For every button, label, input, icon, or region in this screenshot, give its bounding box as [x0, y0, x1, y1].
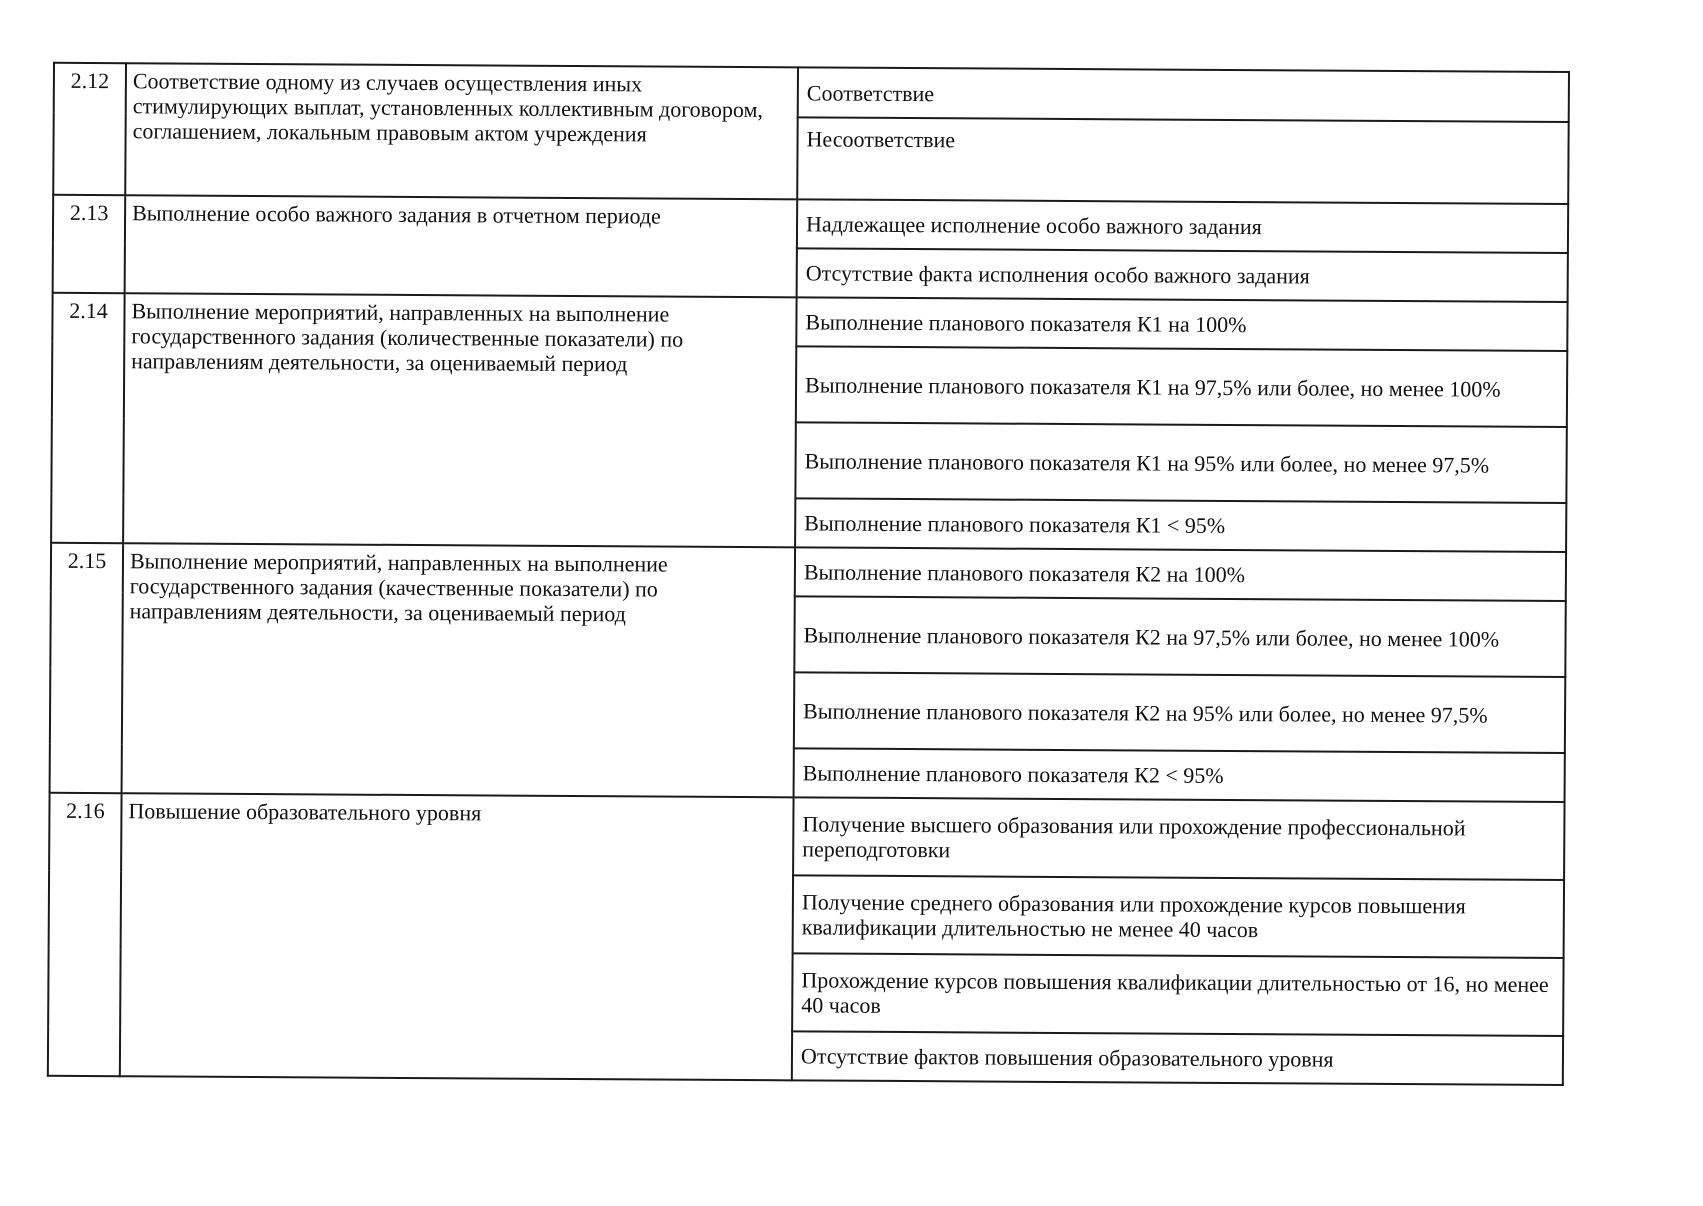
option-cell: Прохождение курсов повышения квалификации длительностью от 16, но менее 40 часов	[792, 953, 1563, 1036]
table-row	[54, 63, 1569, 122]
row-number: 2.16	[48, 793, 122, 1076]
row-number: 2.13	[53, 195, 126, 293]
criterion-text: Выполнение мероприятий, направленных на выполнение государственного задания (количественные показатели) по направлениям деятельности, за оцениваемый период	[123, 293, 797, 547]
option-cell: Выполнение планового показателя К2 на 100%	[795, 547, 1566, 601]
criterion-text: Повышение образовательного уровня	[120, 793, 794, 1080]
option-cell: Выполнение планового показателя К1 < 95%	[795, 498, 1566, 552]
row-number: 2.14	[51, 293, 125, 543]
criterion-text: Соответствие одному из случаев осуществления иных стимулирующих выплат, установленных коллективным договором, соглашением, локальным правовым актом учреждения	[125, 63, 798, 199]
criterion-text: Выполнение мероприятий, направленных на выполнение государственного задания (качественные показатели) по направлениям деятельности, за оцениваемый период	[122, 543, 796, 797]
option-cell: Надлежащее исполнение особо важного задания	[797, 199, 1568, 253]
option-cell: Отсутствие фактов повышения образовательного уровня	[792, 1031, 1563, 1085]
criterion-text: Выполнение особо важного задания в отчетном периоде	[125, 195, 798, 297]
criteria-table	[47, 62, 1570, 1086]
option-cell: Выполнение планового показателя К1 на 95% или более, но менее 97,5%	[795, 422, 1566, 503]
table-row	[53, 195, 1568, 253]
option-cell: Получение среднего образования или прохождение курсов повышения квалификации длительностью не менее 40 часов	[793, 875, 1564, 958]
row-number: 2.12	[53, 63, 126, 195]
option-cell: Отсутствие факта исполнения особо важного задания	[797, 248, 1568, 302]
option-cell: Выполнение планового показателя К1 на 97,5% или более, но менее 100%	[796, 346, 1567, 427]
table-row	[52, 293, 1567, 351]
table-row	[51, 543, 1566, 601]
option-cell: Выполнение планового показателя К1 на 100%	[796, 297, 1567, 351]
option-cell: Несоответствие	[797, 117, 1568, 204]
option-cell: Соответствие	[798, 67, 1569, 122]
option-cell: Выполнение планового показателя К2 на 95% или более, но менее 97,5%	[794, 672, 1565, 753]
row-number: 2.15	[50, 543, 124, 793]
option-cell: Получение высшего образования или прохождение профессиональной переподготовки	[793, 797, 1564, 880]
option-cell: Выполнение планового показателя К2 на 97,5% или более, но менее 100%	[794, 596, 1565, 677]
table-row	[49, 793, 1564, 880]
option-cell: Выполнение планового показателя К2 < 95%	[794, 748, 1565, 802]
